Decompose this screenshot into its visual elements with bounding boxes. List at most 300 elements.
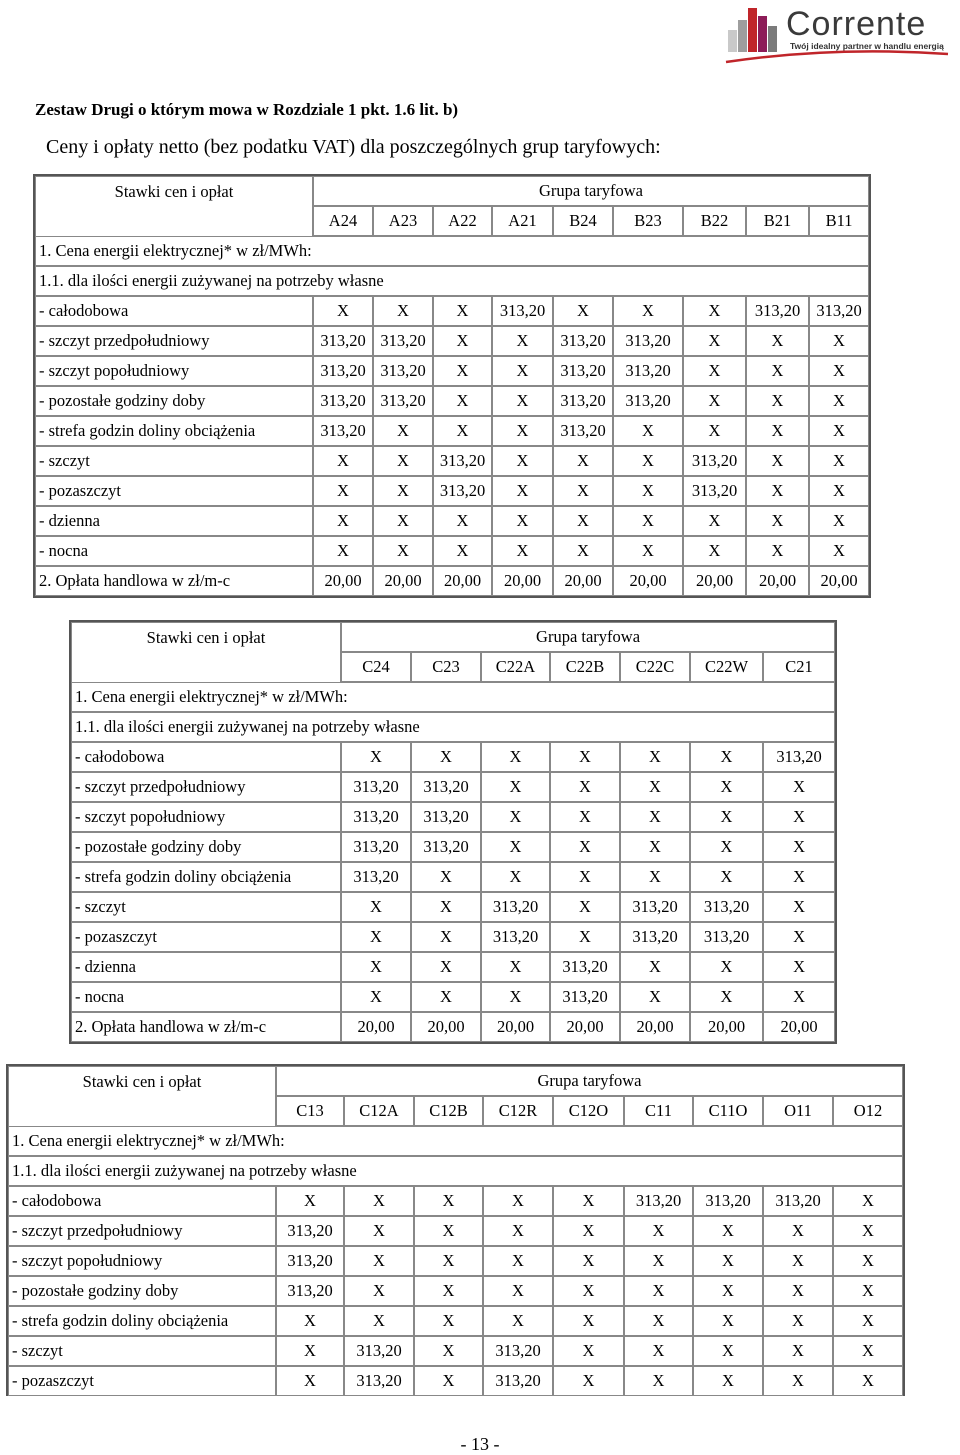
table-row <box>71 982 835 1012</box>
row-label: 2. Opłata handlowa w zł/m-c <box>71 1012 341 1042</box>
price-cell: 20,00 <box>411 1012 481 1042</box>
price-cell: X <box>683 296 746 326</box>
row-label: - dzienna <box>71 952 341 982</box>
price-cell: X <box>481 802 550 832</box>
price-cell: X <box>433 506 492 536</box>
row-label: - pozostałe godziny doby <box>71 832 341 862</box>
price-cell: X <box>620 802 690 832</box>
price-cell: 20,00 <box>683 566 746 596</box>
section-row <box>8 1156 903 1186</box>
price-cell: X <box>481 952 550 982</box>
price-cell: 313,20 <box>344 1366 414 1396</box>
row-label: - strefa godzin doliny obciążenia <box>8 1306 276 1336</box>
price-cell: X <box>746 416 809 446</box>
price-cell: 313,20 <box>624 1186 693 1216</box>
price-cell: X <box>683 386 746 416</box>
price-cell: X <box>746 536 809 566</box>
table-row <box>71 772 835 802</box>
row-label: - całodobowa <box>8 1186 276 1216</box>
table-row <box>8 1216 903 1246</box>
price-cell: X <box>763 1306 833 1336</box>
price-cell: X <box>492 416 553 446</box>
row-label: - szczyt popołudniowy <box>8 1246 276 1276</box>
table-row <box>8 1336 903 1366</box>
price-cell: X <box>683 326 746 356</box>
price-cell: X <box>433 356 492 386</box>
section-energy-price: 1. Cena energii elektrycznej* w zł/MWh: <box>35 236 869 266</box>
price-cell: X <box>492 506 553 536</box>
price-cell: X <box>693 1246 763 1276</box>
column-header: C12R <box>483 1096 553 1126</box>
table-row <box>35 566 869 596</box>
column-header: C22W <box>690 652 763 682</box>
price-cell: 313,20 <box>613 386 683 416</box>
price-cell: X <box>492 476 553 506</box>
price-cell: 313,20 <box>613 356 683 386</box>
row-label: - szczyt popołudniowy <box>35 356 313 386</box>
column-header: C21 <box>763 652 835 682</box>
column-header: O11 <box>763 1096 833 1126</box>
price-cell: X <box>341 742 411 772</box>
heading-title: Ceny i opłaty netto (bez podatku VAT) dla poszczególnych grup taryfowych: <box>46 136 661 158</box>
row-label: - całodobowa <box>71 742 341 772</box>
price-cell: X <box>411 892 481 922</box>
table-row <box>8 1306 903 1336</box>
column-header-row <box>35 206 869 236</box>
table-row <box>35 446 869 476</box>
price-cell: X <box>492 446 553 476</box>
price-cell: X <box>483 1216 553 1246</box>
price-cell: X <box>550 862 620 892</box>
price-cell: 313,20 <box>411 772 481 802</box>
row-label: 2. Opłata handlowa w zł/m-c <box>35 566 313 596</box>
table-row <box>8 1276 903 1306</box>
price-cell: 313,20 <box>433 446 492 476</box>
price-cell: X <box>624 1216 693 1246</box>
price-cell: 313,20 <box>483 1366 553 1396</box>
price-cell: X <box>481 982 550 1012</box>
price-cell: 313,20 <box>373 326 433 356</box>
price-cell: X <box>763 922 835 952</box>
price-cell: X <box>809 416 869 446</box>
price-cell: 20,00 <box>746 566 809 596</box>
row-label: - dzienna <box>35 506 313 536</box>
section-row <box>35 266 869 296</box>
price-cell: 313,20 <box>746 296 809 326</box>
row-label: - szczyt <box>71 892 341 922</box>
section-own-use: 1.1. dla ilości energii zużywanej na potrzeby własne <box>35 266 869 296</box>
section-own-use: 1.1. dla ilości energii zużywanej na potrzeby własne <box>71 712 835 742</box>
column-header: A22 <box>433 206 492 236</box>
price-cell: X <box>433 326 492 356</box>
header-row <box>71 622 835 652</box>
price-cell: X <box>809 446 869 476</box>
price-cell: X <box>433 536 492 566</box>
price-cell: 20,00 <box>433 566 492 596</box>
price-cell: 313,20 <box>553 386 613 416</box>
price-cell: 313,20 <box>690 922 763 952</box>
price-cell: 313,20 <box>620 922 690 952</box>
column-header: O12 <box>833 1096 903 1126</box>
price-cell: 313,20 <box>683 476 746 506</box>
price-cell: X <box>683 506 746 536</box>
price-cell: X <box>414 1216 483 1246</box>
price-cell: 20,00 <box>553 566 613 596</box>
price-cell: X <box>276 1306 344 1336</box>
price-cell: X <box>690 862 763 892</box>
price-cell: X <box>553 446 613 476</box>
price-cell: X <box>833 1366 903 1396</box>
price-cell: X <box>746 326 809 356</box>
price-cell: X <box>313 476 373 506</box>
logo-name: Corrente <box>786 5 927 43</box>
price-cell: X <box>613 446 683 476</box>
column-header-row <box>71 652 835 682</box>
price-cell: 313,20 <box>313 416 373 446</box>
price-cell: X <box>690 952 763 982</box>
price-cell: 313,20 <box>483 1336 553 1366</box>
table-row <box>71 862 835 892</box>
group-label: Grupa taryfowa <box>313 176 869 206</box>
price-cell: X <box>550 772 620 802</box>
price-cell: X <box>411 862 481 892</box>
row-label: - pozaszczyt <box>8 1366 276 1396</box>
price-cell: 20,00 <box>620 1012 690 1042</box>
price-cell: X <box>433 386 492 416</box>
table-row <box>71 742 835 772</box>
price-cell: X <box>763 862 835 892</box>
price-cell: X <box>553 1186 624 1216</box>
row-label: - szczyt <box>8 1336 276 1366</box>
price-cell: 20,00 <box>373 566 433 596</box>
price-cell: 313,20 <box>550 982 620 1012</box>
price-cell: X <box>483 1186 553 1216</box>
price-cell: X <box>624 1246 693 1276</box>
tariff-table-c1-o <box>6 1064 905 1396</box>
price-cell: 313,20 <box>433 476 492 506</box>
column-header: B23 <box>613 206 683 236</box>
column-header: B24 <box>553 206 613 236</box>
price-cell: X <box>553 1306 624 1336</box>
price-cell: 313,20 <box>341 772 411 802</box>
price-cell: X <box>341 952 411 982</box>
price-cell: X <box>833 1216 903 1246</box>
header-blank <box>71 652 341 682</box>
price-cell: X <box>550 832 620 862</box>
price-cell: 313,20 <box>344 1336 414 1366</box>
section-energy-price: 1. Cena energii elektrycznej* w zł/MWh: <box>71 682 835 712</box>
price-cell: X <box>553 1276 624 1306</box>
price-cell: 20,00 <box>550 1012 620 1042</box>
page-number: - 13 - <box>460 1434 500 1454</box>
price-cell: 313,20 <box>276 1216 344 1246</box>
price-cell: X <box>690 802 763 832</box>
price-cell: 313,20 <box>690 892 763 922</box>
price-cell: X <box>613 296 683 326</box>
price-cell: X <box>809 506 869 536</box>
row-label: - strefa godzin doliny obciążenia <box>35 416 313 446</box>
column-header: A24 <box>313 206 373 236</box>
price-cell: X <box>613 536 683 566</box>
column-header: A21 <box>492 206 553 236</box>
header-label: Stawki cen i opłat <box>8 1066 276 1096</box>
price-cell: X <box>276 1336 344 1366</box>
price-cell: X <box>373 506 433 536</box>
price-cell: X <box>411 982 481 1012</box>
price-cell: X <box>313 446 373 476</box>
price-cell: 313,20 <box>341 862 411 892</box>
price-cell: X <box>373 296 433 326</box>
price-cell: X <box>492 356 553 386</box>
price-cell: 313,20 <box>313 356 373 386</box>
price-cell: X <box>763 1216 833 1246</box>
price-cell: X <box>746 476 809 506</box>
price-cell: 313,20 <box>613 326 683 356</box>
price-cell: X <box>693 1366 763 1396</box>
header-blank <box>8 1096 276 1126</box>
price-cell: X <box>414 1366 483 1396</box>
price-cell: X <box>341 982 411 1012</box>
price-cell: X <box>620 862 690 892</box>
price-cell: 20,00 <box>481 1012 550 1042</box>
tariff-table-c2 <box>69 620 837 1044</box>
row-label: - szczyt popołudniowy <box>71 802 341 832</box>
price-cell: X <box>763 1246 833 1276</box>
price-cell: X <box>763 772 835 802</box>
price-cell: X <box>624 1366 693 1396</box>
table-row <box>35 296 869 326</box>
row-label: - szczyt przedpołudniowy <box>35 326 313 356</box>
price-cell: 313,20 <box>693 1186 763 1216</box>
price-cell: X <box>344 1306 414 1336</box>
price-cell: 313,20 <box>492 296 553 326</box>
table-row <box>71 952 835 982</box>
header-row <box>35 176 869 206</box>
column-header: C11O <box>693 1096 763 1126</box>
price-cell: X <box>344 1216 414 1246</box>
price-cell: X <box>683 536 746 566</box>
price-cell: X <box>341 892 411 922</box>
section-row <box>8 1126 903 1156</box>
price-cell: X <box>553 536 613 566</box>
price-cell: X <box>620 742 690 772</box>
price-cell: X <box>553 1246 624 1276</box>
price-cell: X <box>553 296 613 326</box>
table-row <box>71 832 835 862</box>
price-cell: X <box>763 832 835 862</box>
table-row <box>8 1366 903 1396</box>
price-cell: X <box>620 772 690 802</box>
column-header: B22 <box>683 206 746 236</box>
price-cell: X <box>344 1276 414 1306</box>
table-row <box>8 1186 903 1216</box>
price-cell: X <box>693 1306 763 1336</box>
price-cell: X <box>693 1216 763 1246</box>
price-cell: X <box>833 1336 903 1366</box>
price-cell: X <box>746 446 809 476</box>
table-row <box>8 1246 903 1276</box>
price-cell: X <box>344 1186 414 1216</box>
price-cell: X <box>763 1276 833 1306</box>
price-cell: X <box>414 1186 483 1216</box>
price-cell: X <box>809 356 869 386</box>
price-cell: X <box>433 296 492 326</box>
column-header: C12B <box>414 1096 483 1126</box>
price-cell: X <box>414 1246 483 1276</box>
price-cell: X <box>414 1276 483 1306</box>
row-label: - pozaszczyt <box>35 476 313 506</box>
row-label: - pozostałe godziny doby <box>35 386 313 416</box>
price-cell: X <box>690 772 763 802</box>
price-cell: 313,20 <box>341 802 411 832</box>
price-cell: X <box>373 416 433 446</box>
price-cell: X <box>763 1336 833 1366</box>
price-cell: X <box>763 892 835 922</box>
price-cell: 313,20 <box>373 386 433 416</box>
price-cell: 313,20 <box>276 1276 344 1306</box>
price-cell: X <box>833 1276 903 1306</box>
price-cell: X <box>833 1186 903 1216</box>
column-header: C13 <box>276 1096 344 1126</box>
bar-chart-logo-icon <box>728 6 780 52</box>
swoosh-icon <box>724 48 950 66</box>
column-header: C22C <box>620 652 690 682</box>
price-cell: X <box>550 922 620 952</box>
column-header: C22A <box>481 652 550 682</box>
price-cell: X <box>746 356 809 386</box>
price-cell: X <box>483 1306 553 1336</box>
price-cell: X <box>763 1366 833 1396</box>
table-row <box>71 802 835 832</box>
row-label: - szczyt przedpołudniowy <box>71 772 341 802</box>
price-cell: X <box>276 1186 344 1216</box>
section-own-use: 1.1. dla ilości energii zużywanej na potrzeby własne <box>8 1156 903 1186</box>
price-cell: X <box>414 1306 483 1336</box>
price-cell: X <box>550 892 620 922</box>
corrente-logo <box>724 4 950 66</box>
row-label: - nocna <box>71 982 341 1012</box>
price-cell: X <box>624 1336 693 1366</box>
price-cell: X <box>344 1246 414 1276</box>
section-energy-price: 1. Cena energii elektrycznej* w zł/MWh: <box>8 1126 903 1156</box>
price-cell: 313,20 <box>411 832 481 862</box>
price-cell: 313,20 <box>553 326 613 356</box>
group-label: Grupa taryfowa <box>276 1066 903 1096</box>
price-cell: X <box>553 476 613 506</box>
price-cell: X <box>690 742 763 772</box>
price-cell: X <box>809 536 869 566</box>
price-cell: 313,20 <box>411 802 481 832</box>
price-cell: X <box>763 982 835 1012</box>
row-label: - szczyt przedpołudniowy <box>8 1216 276 1246</box>
section-row <box>71 712 835 742</box>
price-cell: X <box>763 802 835 832</box>
price-cell: X <box>492 536 553 566</box>
price-cell: X <box>483 1276 553 1306</box>
price-cell: X <box>683 356 746 386</box>
table-row <box>71 922 835 952</box>
row-label: - pozostałe godziny doby <box>8 1276 276 1306</box>
column-header: B11 <box>809 206 869 236</box>
table-row <box>35 386 869 416</box>
price-cell: 313,20 <box>763 742 835 772</box>
price-cell: 313,20 <box>481 892 550 922</box>
price-cell: 313,20 <box>683 446 746 476</box>
price-cell: X <box>620 832 690 862</box>
price-cell: 313,20 <box>809 296 869 326</box>
price-cell: X <box>620 952 690 982</box>
price-cell: X <box>411 952 481 982</box>
price-cell: X <box>624 1276 693 1306</box>
table-row <box>35 536 869 566</box>
price-cell: X <box>620 982 690 1012</box>
price-cell: X <box>492 326 553 356</box>
price-cell: 20,00 <box>613 566 683 596</box>
column-header: A23 <box>373 206 433 236</box>
price-cell: 20,00 <box>341 1012 411 1042</box>
column-header: C22B <box>550 652 620 682</box>
price-cell: X <box>373 536 433 566</box>
price-cell: X <box>833 1306 903 1336</box>
price-cell: 20,00 <box>763 1012 835 1042</box>
table-row <box>71 1012 835 1042</box>
price-cell: 20,00 <box>492 566 553 596</box>
price-cell: X <box>693 1276 763 1306</box>
price-cell: 313,20 <box>620 892 690 922</box>
price-cell: X <box>481 862 550 892</box>
group-label: Grupa taryfowa <box>341 622 835 652</box>
price-cell: X <box>373 446 433 476</box>
price-cell: X <box>693 1336 763 1366</box>
price-cell: 20,00 <box>313 566 373 596</box>
price-cell: X <box>373 476 433 506</box>
price-cell: X <box>414 1336 483 1366</box>
price-cell: X <box>553 1366 624 1396</box>
price-cell: X <box>411 742 481 772</box>
header-blank <box>35 206 313 236</box>
price-cell: X <box>613 416 683 446</box>
column-header: C12A <box>344 1096 414 1126</box>
price-cell: 313,20 <box>553 416 613 446</box>
section-row <box>71 682 835 712</box>
price-cell: X <box>833 1246 903 1276</box>
price-cell: X <box>746 386 809 416</box>
price-cell: 313,20 <box>481 922 550 952</box>
header-row <box>8 1066 903 1096</box>
price-cell: X <box>483 1246 553 1276</box>
row-label: - strefa godzin doliny obciążenia <box>71 862 341 892</box>
price-cell: X <box>341 922 411 952</box>
table-row <box>35 356 869 386</box>
price-cell: X <box>492 386 553 416</box>
price-cell: 313,20 <box>313 386 373 416</box>
price-cell: 313,20 <box>373 356 433 386</box>
column-header: C11 <box>624 1096 693 1126</box>
price-cell: X <box>746 506 809 536</box>
price-cell: X <box>809 326 869 356</box>
price-cell: X <box>553 506 613 536</box>
tariff-table-a-b <box>33 174 871 598</box>
table-row <box>71 892 835 922</box>
price-cell: X <box>809 476 869 506</box>
header-label: Stawki cen i opłat <box>35 176 313 206</box>
table-row <box>35 416 869 446</box>
price-cell: X <box>613 476 683 506</box>
price-cell: X <box>313 296 373 326</box>
price-cell: X <box>553 1216 624 1246</box>
row-label: - nocna <box>35 536 313 566</box>
price-cell: 20,00 <box>690 1012 763 1042</box>
